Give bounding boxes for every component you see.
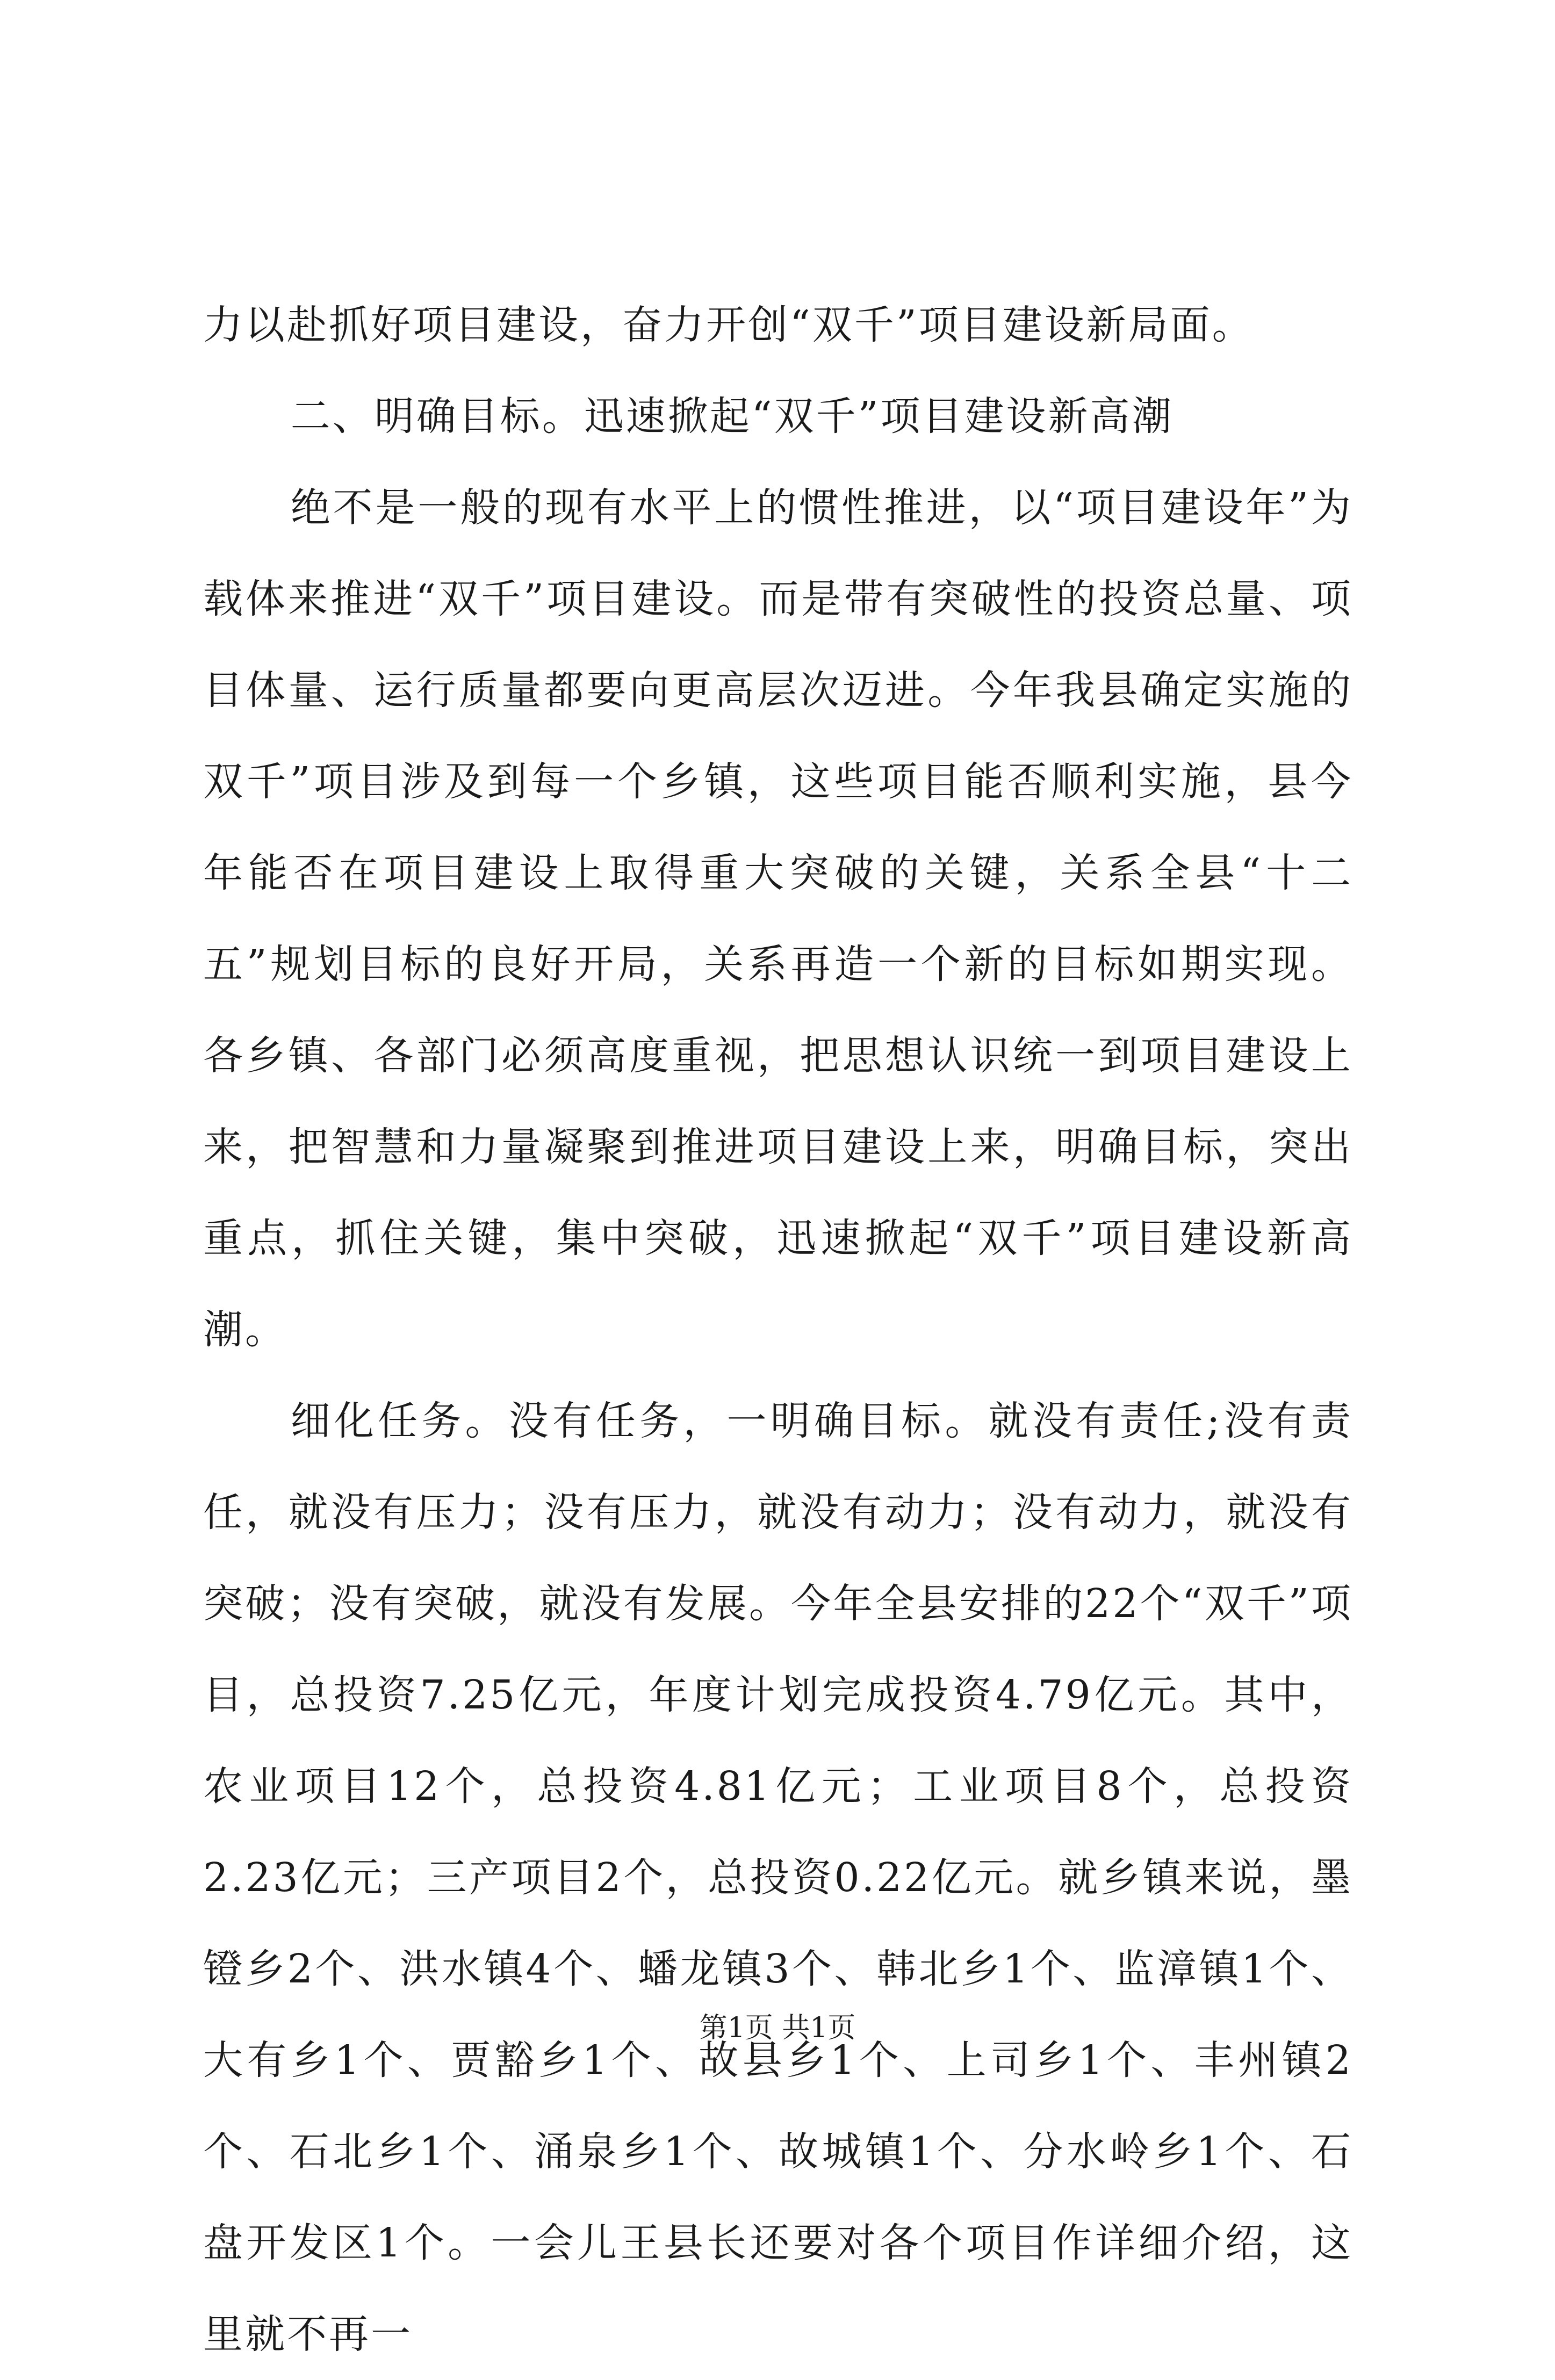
paragraph-continuation: 力以赴抓好项目建设，奋力开创“双千”项目建设新局面。 [203,302,1254,348]
page-footer: 第1页 共1页 [699,2012,856,2044]
paragraph-tasks: 细化任务。没有任务，一明确目标。就没有责任;没有责任，就没有压力；没有压力，就没有动力；没有动力，就没有突破；没有突破，就没有发展。今年全县安排的22个“双千”项目，总投资7.25亿元，年度计划完成投资4.79亿元。其中，农业项目12个，总投资4.81亿元；工业项目8个，总投资2.23亿元；三产项目2个，总投资0.22亿元。就乡镇来说，墨镫乡2个、洪水镇4个、蟠龙镇3个、韩北乡1个、监漳镇1个、大有乡1个、贾豁乡1个、故县乡1个、上司乡1个、丰州镇2个、石北乡1个、涌泉乡1个、故城镇1个、分水岭乡1个、石盘开发区1个。一会儿王县长还要对各个项目作详细介绍，这里就不再一 [203,1398,1353,2357]
section-heading: 二、明确目标。迅速掀起“双千”项目建设新高潮 [290,393,1174,439]
document-body [203,279,1353,2380]
paragraph-goals: 绝不是一般的现有水平上的惯性推进，以“项目建设年”为载体来推进“双千”项目建设。而是带有突破性的投资总量、项目体量、运行质量都要向更高层次迈进。今年我县确定实施的双千”项目涉及到每一个乡镇，这些项目能否顺利实施，县今年能否在项目建设上取得重大突破的关键，关系全县“十二五”规划目标的良好开局，关系再造一个新的目标如期实现。各乡镇、各部门必须高度重视，把思想认识统一到项目建设上来，把智慧和力量凝聚到推进项目建设上来，明确目标，突出重点，抓住关键，集中突破，迅速掀起“双千”项目建设新高潮。 [203,485,1353,1353]
